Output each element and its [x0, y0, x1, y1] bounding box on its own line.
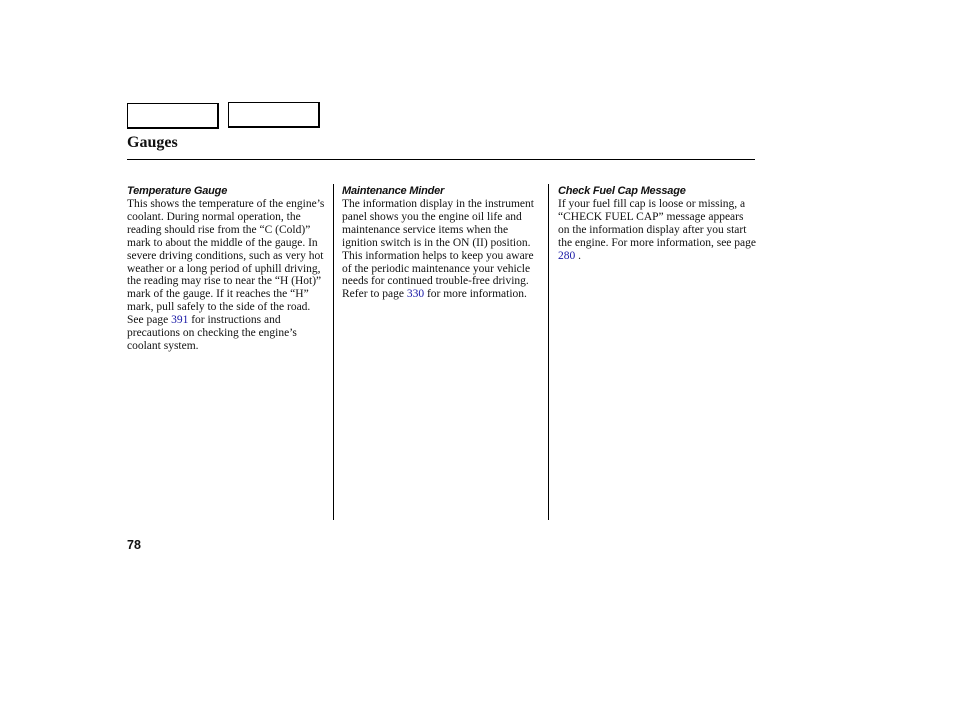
section-body-maintenance-minder [342, 198, 542, 301]
nav-button-next[interactable] [228, 102, 320, 128]
body-text: . [575, 249, 581, 262]
page-reference-link[interactable]: 391 [171, 314, 189, 327]
column-temperature-gauge [127, 185, 325, 353]
section-heading-check-fuel-cap: Check Fuel Cap Message [558, 185, 686, 197]
page-reference-link[interactable]: 280 [558, 249, 576, 262]
body-text: The information display in the instrument panel shows you the engine oil life and maintenance service items when the ignition switch is in the ON (II) position. This information helps to keep you aware of the periodic maintenance your vehicle needs for continued trouble-free driving. Refer to page [342, 198, 534, 301]
body-text: for instructions and precautions on checking the engine’s coolant system. [127, 314, 297, 352]
column-check-fuel-cap [558, 185, 756, 263]
section-body-check-fuel-cap [558, 198, 756, 263]
page-number: 78 [127, 538, 141, 552]
column-divider [333, 184, 334, 520]
title-divider [127, 159, 755, 160]
column-maintenance-minder [342, 185, 542, 301]
body-text: for more information. [424, 288, 527, 301]
section-heading-maintenance-minder: Maintenance Minder [342, 185, 445, 197]
column-divider [548, 184, 549, 520]
body-text: If your fuel fill cap is loose or missing, a “CHECK FUEL CAP” message appears on the information display after you start the engine. For more information, see page [558, 198, 756, 249]
body-text: This shows the temperature of the engine’s coolant. During normal operation, the reading should rise from the “C (Cold)” mark to about the middle of the gauge. In severe driving conditions, such as very hot weather or a long period of uphill driving, the reading may rise to near the “H (Hot)” mark of the gauge. If it reaches the “H” mark, pull safely to the side of the road. See page [127, 198, 325, 327]
nav-button-previous[interactable] [127, 103, 219, 129]
section-heading-temperature-gauge: Temperature Gauge [127, 185, 228, 197]
page-reference-link[interactable]: 330 [406, 288, 425, 301]
section-body-temperature-gauge [127, 198, 325, 353]
page-title: Gauges [127, 134, 178, 151]
